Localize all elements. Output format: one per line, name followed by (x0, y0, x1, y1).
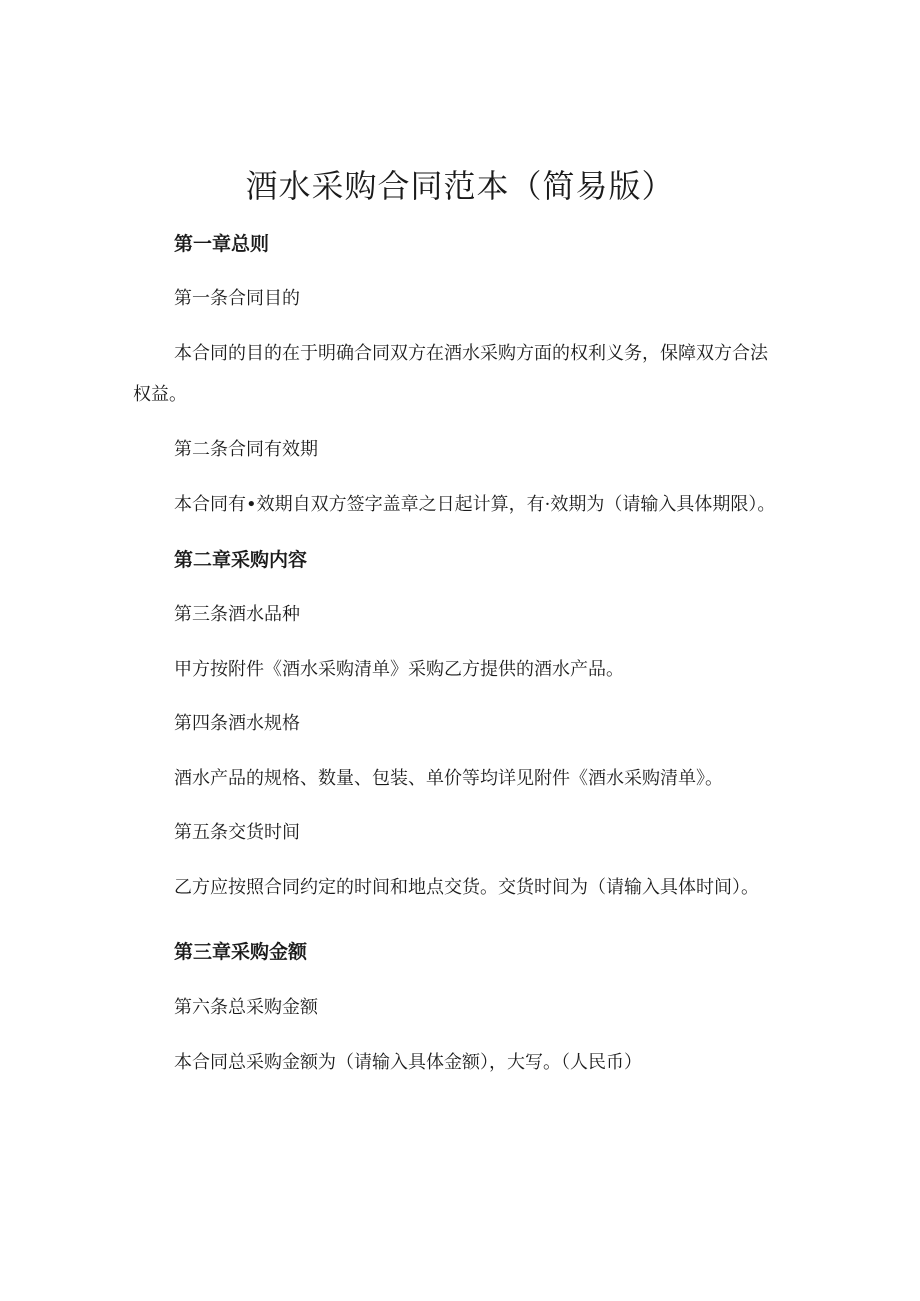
article-heading-1: 第一条合同目的 (174, 288, 300, 309)
article-heading-2: 第二条合同有效期 (174, 439, 318, 460)
article-text-1-line-2: 权益。 (133, 384, 187, 405)
article-text-4: 酒水产品的规格、数量、包装、单价等均详见附件《酒水采购清单》。 (174, 768, 723, 789)
article-text-6: 本合同总采购金额为（请输入具体金额），大写。（人民币） (174, 1052, 642, 1073)
chapter-heading-2: 第二章采购内容 (174, 549, 308, 571)
article-heading-3: 第三条酒水品种 (174, 604, 300, 625)
article-heading-4: 第四条酒水规格 (174, 713, 300, 734)
article-text-5: 乙方应按照合同约定的时间和地点交货。交货时间为（请输入具体时间）。 (174, 877, 759, 898)
chapter-heading-1: 第一章总则 (174, 233, 270, 255)
article-heading-6: 第六条总采购金额 (174, 997, 318, 1018)
article-text-2: 本合同有•效期自双方签字盖章之日起计算，有·效期为（请输入具体期限）。 (174, 494, 776, 515)
article-heading-5: 第五条交货时间 (174, 822, 300, 843)
article-text-1-line-1: 本合同的目的在于明确合同双方在酒水采购方面的权利义务，保障双方合法 (174, 343, 768, 364)
document-title: 酒水采购合同范本（简易版） (245, 167, 675, 205)
chapter-heading-3: 第三章采购金额 (174, 941, 308, 963)
article-text-3: 甲方按附件《酒水采购清单》采购乙方提供的酒水产品。 (174, 659, 624, 680)
